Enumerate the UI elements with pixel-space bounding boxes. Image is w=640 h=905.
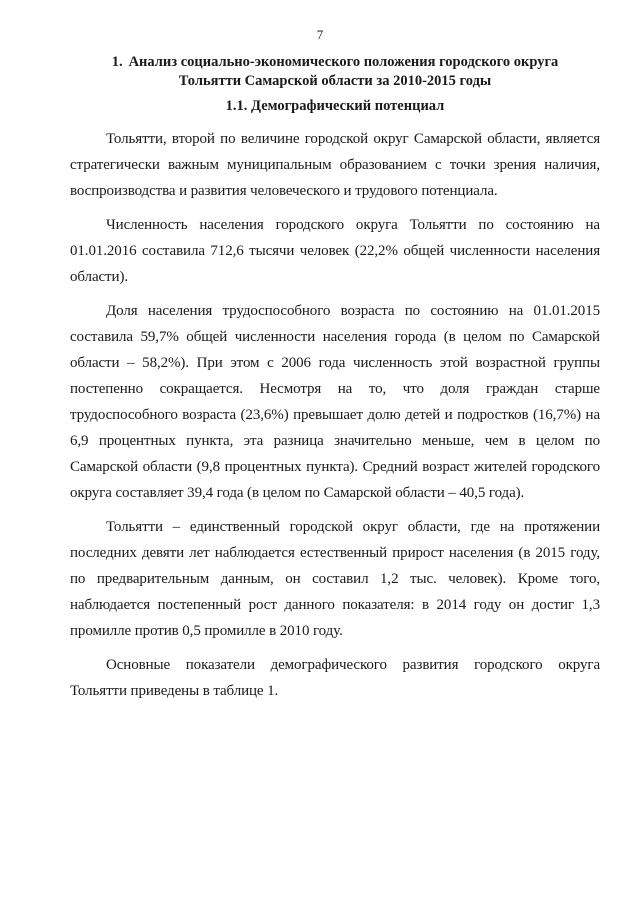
page-number: 7 bbox=[316, 27, 324, 42]
section-title-line-1: Анализ социально-экономического положения городского округа bbox=[128, 54, 559, 70]
paragraph: Тольятти – единственный городской округ области, где на протяжении последних девяти лет наблюдается естественный прирост населения (в 2015 году, по предварительным данным, он составил 1,2 тыс. человек). Кроме того, наблюдается постепенный рост данного показателя: в 2014 году он достиг 1,3 промилле против 0,5 промилле в 2010 году. bbox=[70, 519, 600, 639]
section-heading-line-1 bbox=[70, 53, 600, 72]
paragraph: Тольятти, второй по величине городской округ Самарской области, является стратегически важным муниципальным образованием с точки зрения наличия, воспроизводства и развития человеческого и трудового потенциала. bbox=[70, 131, 600, 199]
section-heading bbox=[70, 53, 600, 91]
section-title-line-2: Тольятти Самарской области за 2010-2015 годы bbox=[178, 73, 492, 89]
paragraph: Основные показатели демографического развития городского округа Тольятти приведены в таблице 1. bbox=[70, 657, 600, 699]
subsection-heading: 1.1. Демографический потенциал bbox=[225, 98, 445, 114]
body-text bbox=[70, 126, 600, 712]
section-number: 1. bbox=[111, 54, 123, 70]
paragraph: Численность населения городского округа Тольятти по состоянию на 01.01.2016 составила 712,6 тысячи человек (22,2% общей численности населения области). bbox=[70, 217, 600, 285]
paragraph: Доля населения трудоспособного возраста по состоянию на 01.01.2015 составила 59,7% общей численности населения города (в целом по Самарской области – 58,2%). При этом с 2006 года численность этой возрастной группы постепенно сокращается. Несмотря на то, что доля граждан старше трудоспособного возраста (23,6%) превышает долю детей и подростков (16,7%) на 6,9 процентных пункта, эта разница значительно меньше, чем в целом по Самарской области (9,8 процентных пункта). Средний возраст жителей городского округа составляет 39,4 года (в целом по Самарской области – 40,5 года). bbox=[70, 303, 600, 501]
